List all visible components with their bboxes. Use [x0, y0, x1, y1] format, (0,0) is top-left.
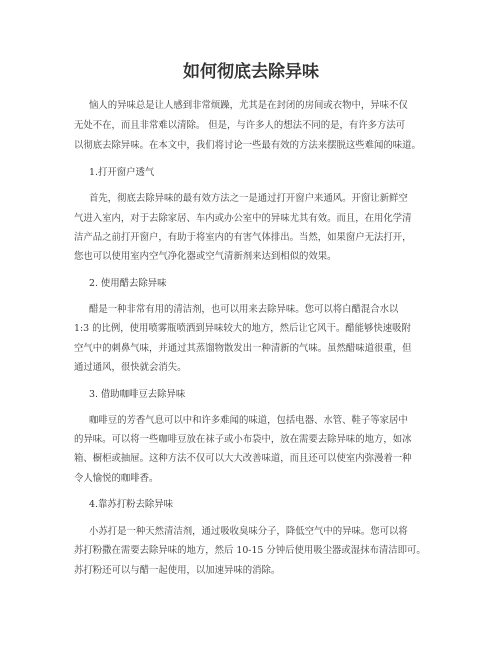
section-line: 通过通风，很快就会消失。: [74, 362, 187, 373]
section-heading: 2. 使用醋去除异味: [89, 278, 167, 289]
section-line: 空气中的刺鼻气味，并通过其蒸馏物散发出一种清新的气味。虽然醋味道很重，但: [74, 343, 412, 354]
section-line: 醋是一种非常有用的清洁剂，也可以用来去除异味。您可以将白醋混合水以: [89, 304, 399, 315]
section-line: 气进入室内，对于去除家居、车内或办公室中的异味尤其有效。而且，在用化学清: [74, 213, 412, 224]
document-title: 如何彻底去除异味: [183, 62, 319, 82]
section-line: 令人愉悦的咖啡香。: [74, 473, 159, 484]
section-line: 洁产品之前打开窗户，有助于将室内的有害气体排出。当然，如果窗户无法打开，: [74, 232, 412, 243]
section-line: 您也可以使用室内空气净化器或空气清新剂来达到相似的效果。: [74, 251, 337, 262]
section-heading: 1.打开窗户透气: [89, 167, 155, 178]
section-line: 1:3 的比例，使用喷雾瓶喷洒到异味较大的地方，然后让它风干。醋能够快速吸附: [74, 323, 411, 334]
section-line: 苏打粉撒在需要去除异味的地方，然后 10-15 分钟后使用吸尘器或湿抹布清洁即可。: [74, 545, 426, 556]
section-line: 的异味。可以将一些咖啡豆放在袜子或小布袋中，放在需要去除异味的地方，如冰: [74, 434, 412, 445]
section-line: 苏打粉还可以与醋一起使用，以加速异味的消除。: [74, 565, 281, 576]
section-heading: 4.靠苏打粉去除异味: [89, 499, 173, 510]
section-line: 咖啡豆的芳香气息可以中和许多难闻的味道，包括电器、水管、鞋子等家居中: [89, 415, 408, 426]
section-heading: 3. 借助咖啡豆去除异味: [89, 389, 186, 400]
section-line: 箱、橱柜或抽屉。这种方法不仅可以大大改善味道，而且还可以使室内弥漫着一种: [74, 453, 412, 464]
intro-line: 无处不在，而且非常难以清除。 但是，与许多人的想法不同的是，有许多方法可: [74, 120, 406, 131]
section-line: 小苏打是一种天然清洁剂，通过吸收臭味分子，降低空气中的异味。您可以将: [89, 526, 408, 537]
intro-line: 恼人的异味总是让人感到非常烦躁，尤其是在封闭的房间或衣物中，异味不仅: [89, 100, 408, 111]
section-line: 首先，彻底去除异味的最有效方法之一是通过打开窗户来通风。开窗让新鲜空: [89, 193, 408, 204]
intro-line: 以彻底去除异味。在本文中，我们将讨论一些最有效的方法来摆脱这些难闻的味道。: [74, 140, 421, 151]
